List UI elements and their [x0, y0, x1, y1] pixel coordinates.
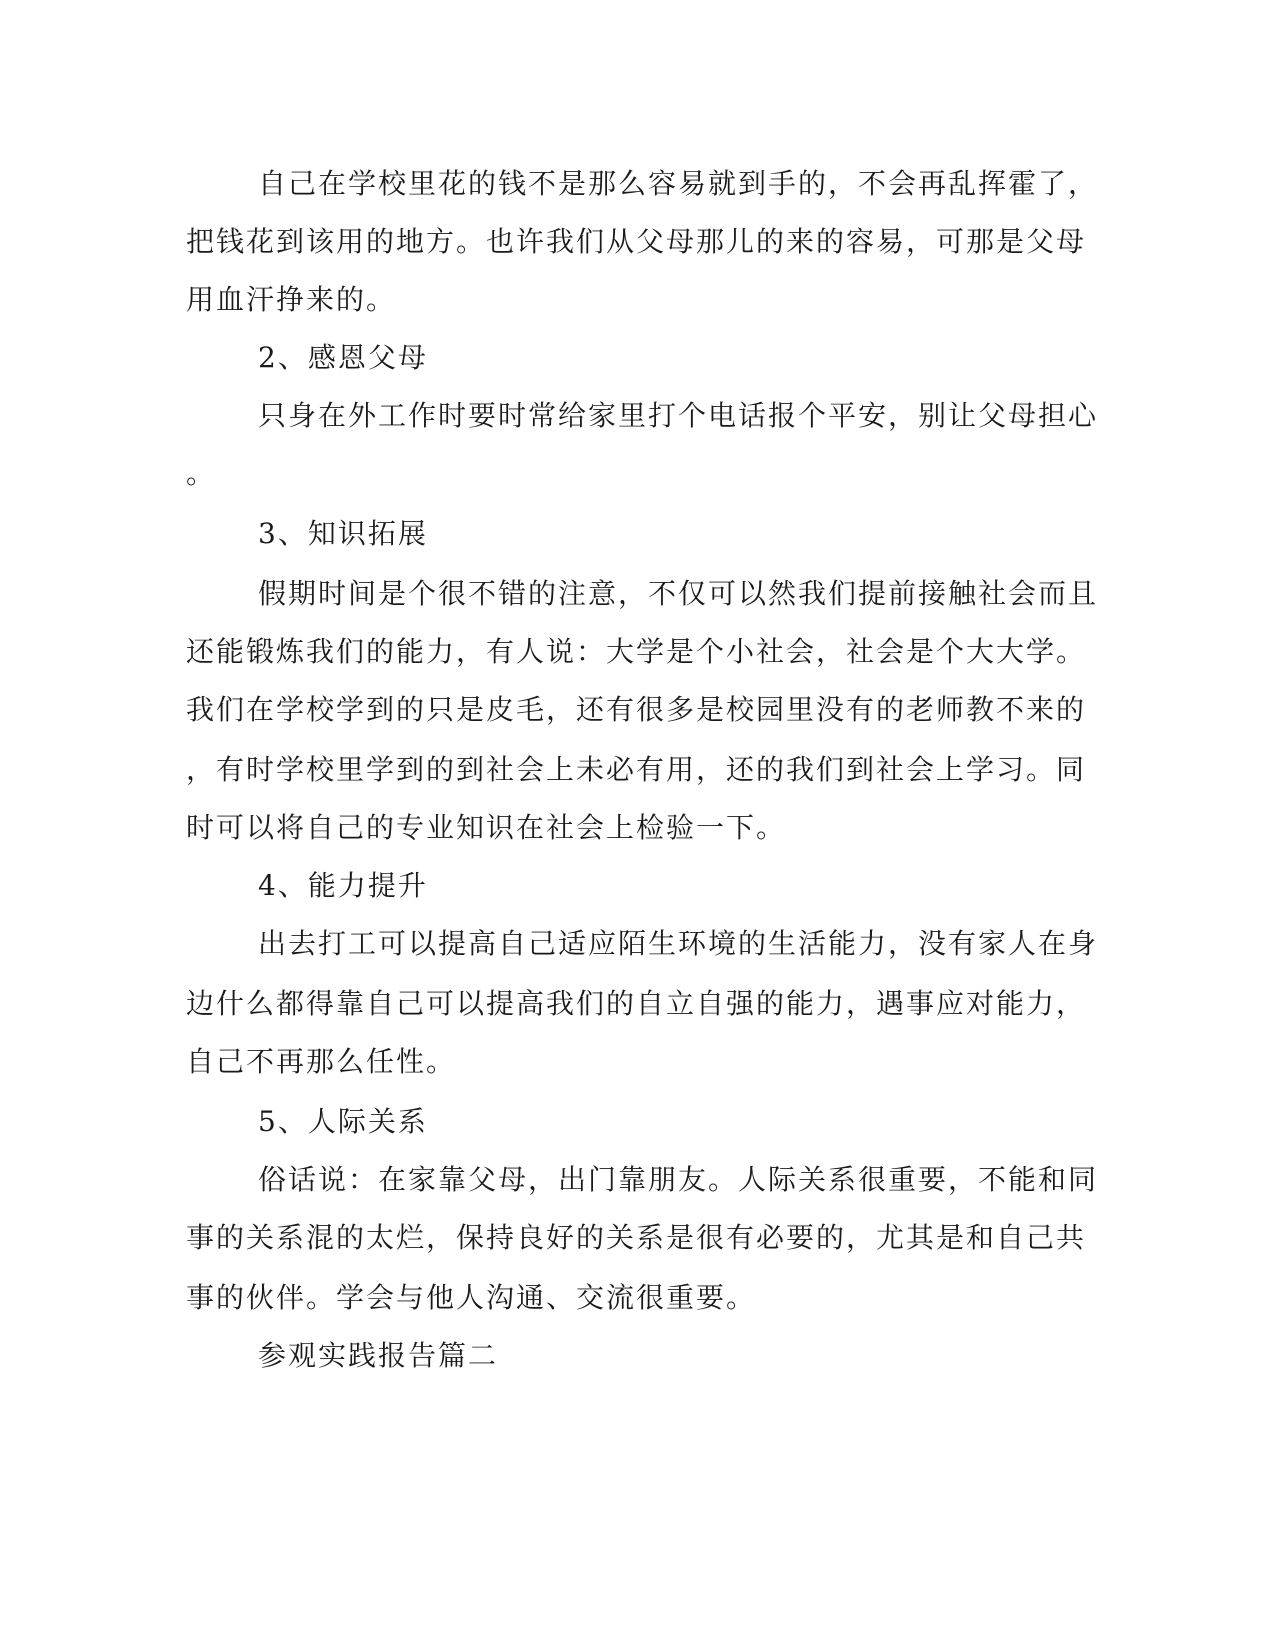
paragraph-line: 。 [186, 457, 217, 490]
paragraph-line: 假期时间是个很不错的注意，不仅可以然我们提前接触社会而且 [258, 577, 1099, 610]
section-heading: 4、能力提升 [258, 869, 428, 902]
paragraph-line: 还能锻炼我们的能力，有人说：大学是个小社会，社会是个大大学。 [186, 635, 1087, 668]
paragraph-line: 俗话说：在家靠父母，出门靠朋友。人际关系很重要，不能和同 [258, 1163, 1099, 1196]
paragraph-line: 出去打工可以提高自己适应陌生环境的生活能力，没有家人在身 [258, 927, 1099, 960]
paragraph-line: 只身在外工作时要时常给家里打个电话报个平安，别让父母担心 [258, 399, 1099, 432]
paragraph-line: 自己在学校里花的钱不是那么容易就到手的，不会再乱挥霍了， [258, 167, 1099, 200]
paragraph-line: 事的关系混的太烂，保持良好的关系是很有必要的，尤其是和自己共 [186, 1221, 1087, 1254]
paragraph-line: 边什么都得靠自己可以提高我们的自立自强的能力，遇事应对能力， [186, 987, 1087, 1020]
paragraph-line: 我们在学校学到的只是皮毛，还有很多是校园里没有的老师教不来的 [186, 693, 1087, 726]
section-heading: 3、知识拓展 [258, 517, 428, 550]
paragraph-line: ，有时学校里学到的到社会上未必有用，还的我们到社会上学习。同 [186, 753, 1087, 786]
paragraph-line: 用血汗挣来的。 [186, 283, 397, 316]
section-heading: 2、感恩父母 [258, 341, 428, 374]
paragraph-line: 把钱花到该用的地方。也许我们从父母那儿的来的容易，可那是父母 [186, 225, 1087, 258]
paragraph-line: 时可以将自己的专业知识在社会上检验一下。 [186, 811, 787, 844]
paragraph-line: 自己不再那么任性。 [186, 1045, 457, 1078]
section-heading: 5、人际关系 [258, 1105, 428, 1138]
section-heading: 参观实践报告篇二 [258, 1339, 499, 1372]
paragraph-line: 事的伙伴。学会与他人沟通、交流很重要。 [186, 1281, 757, 1314]
